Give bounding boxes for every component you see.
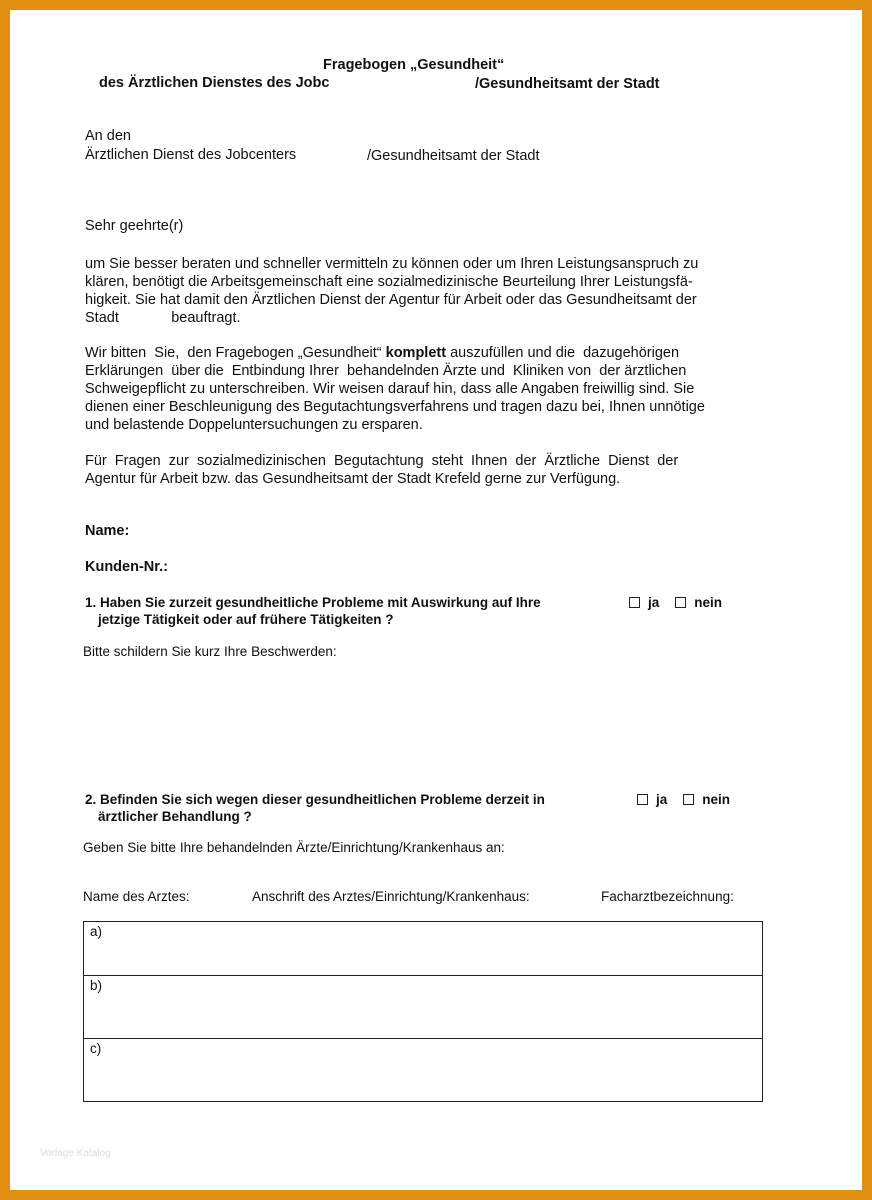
question-1-yes-checkbox[interactable] xyxy=(629,597,640,608)
customer-number-field[interactable] xyxy=(180,558,380,578)
customer-number-label: Kunden-Nr.: xyxy=(85,559,168,575)
question-1-line1: 1. Haben Sie zurzeit gesundheitliche Probleme mit Auswirkung auf Ihre xyxy=(85,595,541,610)
doctors-table xyxy=(83,921,763,1102)
question-2-no-checkbox[interactable] xyxy=(683,794,694,805)
address-line1: An den xyxy=(85,128,131,144)
question-1-no-checkbox[interactable] xyxy=(675,597,686,608)
column-doctor-name: Name des Arztes: xyxy=(83,889,190,904)
complaints-field[interactable] xyxy=(83,666,763,776)
table-row[interactable]: b) xyxy=(84,975,762,1039)
question-1-prompt: Bitte schildern Sie kurz Ihre Beschwerden: xyxy=(83,644,337,659)
paragraph-2: Wir bitten Sie, den Fragebogen „Gesundheit“ komplett auszufüllen und die dazugehörigen Erklärungen über die Entbindung Ihrer behandelnden Ärzte und Kliniken von der ärztlichen Schweigepflicht zu unterschreiben. Wir weisen darauf hin, dass alle Angaben freiwillig sind. Sie dienen einer Beschleunigung des Begutachtungsverfahrens und tragen dazu bei, Ihnen unnötige und belastende Doppeluntersuchungen zu ersparen. xyxy=(85,345,705,433)
name-field[interactable] xyxy=(140,522,340,542)
column-doctor-address: Anschrift des Arztes/Einrichtung/Krankenhaus: xyxy=(252,889,530,904)
question-1-line2: jetzige Tätigkeit oder auf frühere Tätigkeiten ? xyxy=(98,612,394,627)
question-2-line1: 2. Befinden Sie sich wegen dieser gesundheitlichen Probleme derzeit in xyxy=(85,792,545,807)
salutation: Sehr geehrte(r) xyxy=(85,218,184,234)
question-1-options: ja nein xyxy=(629,595,722,610)
name-label: Name: xyxy=(85,523,130,539)
question-2-prompt: Geben Sie bitte Ihre behandelnden Ärzte/Einrichtung/Krankenhaus an: xyxy=(83,840,505,855)
header-left: des Ärztlichen Dienstes des Jobc xyxy=(99,75,330,91)
address-line2-left: Ärztlichen Dienst des Jobcenters xyxy=(85,147,297,163)
table-row[interactable]: a) xyxy=(90,924,103,939)
question-2-options: ja nein xyxy=(637,792,730,807)
paragraph-3: Für Fragen zur sozialmedizinischen Begutachtung steht Ihnen der Ärztliche Dienst der Agentur für Arbeit bzw. das Gesundheitsamt der Stadt Krefeld gerne zur Verfügung. xyxy=(85,453,679,487)
form-title: Fragebogen „Gesundheit“ xyxy=(323,57,505,73)
watermark: Vorlage Katalog xyxy=(40,1148,111,1159)
question-2-yes-checkbox[interactable] xyxy=(637,794,648,805)
column-specialty: Facharztbezeichnung: xyxy=(601,889,734,904)
document-page xyxy=(10,10,862,1190)
emphasis-komplett: komplett xyxy=(385,345,447,361)
paragraph-1: um Sie besser beraten und schneller vermitteln zu können oder um Ihren Leistungsanspruch zu klären, benötigt die Arbeitsgemeinschaft eine sozialmedizinische Beurteilung Ihrer Leistungsfä- higkeit. Sie hat damit den Ärztlichen Dienst der Agentur für Arbeit oder das Gesundheitsamt der Stadt beauftragt. xyxy=(85,256,699,326)
address-line2-right: /Gesundheitsamt der Stadt xyxy=(367,148,540,164)
question-2-line2: ärztlicher Behandlung ? xyxy=(98,809,252,824)
table-row[interactable]: c) xyxy=(84,1038,762,1102)
header-right: /Gesundheitsamt der Stadt xyxy=(475,76,660,92)
